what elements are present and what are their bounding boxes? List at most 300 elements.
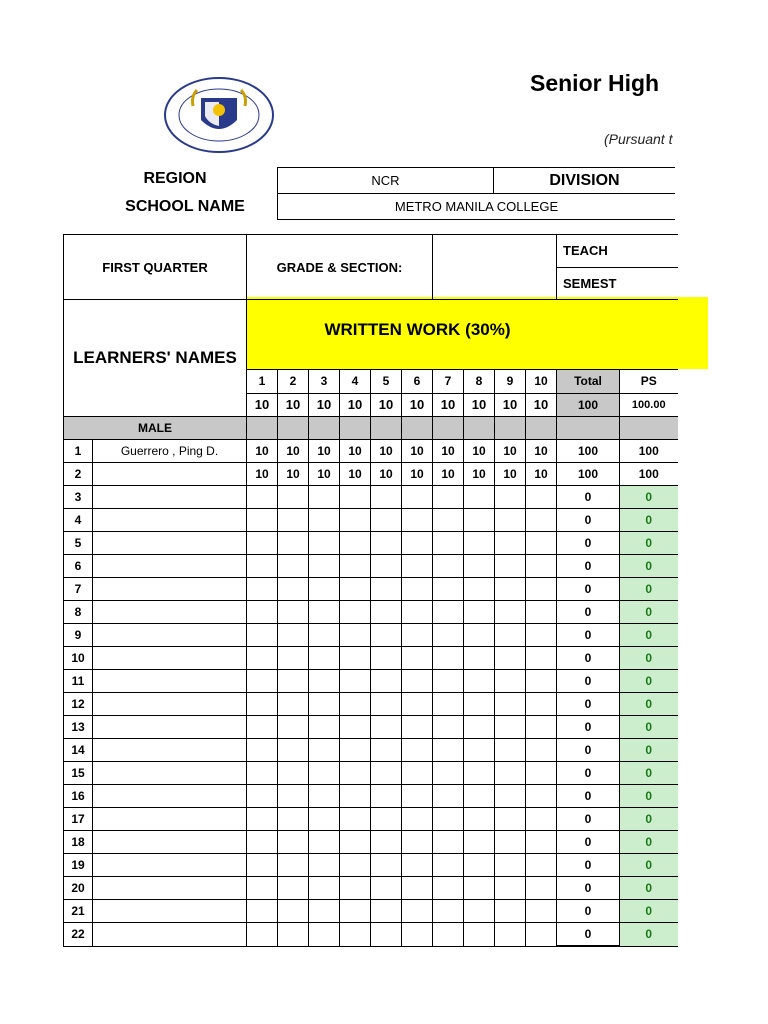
row-number: 2 (64, 463, 93, 486)
score-cell[interactable] (526, 670, 557, 693)
ps-cell: 0 (620, 762, 678, 785)
male-section-label: MALE (64, 417, 247, 440)
score-cell[interactable] (402, 831, 433, 854)
score-cell[interactable] (526, 877, 557, 900)
score-cell[interactable] (433, 716, 464, 739)
score-cell[interactable] (495, 900, 526, 923)
score-cell[interactable] (433, 923, 464, 947)
score-cell[interactable] (247, 601, 278, 624)
score-cell[interactable] (464, 923, 495, 947)
row-number: 20 (64, 877, 93, 900)
row-number: 8 (64, 601, 93, 624)
score-cell[interactable] (495, 877, 526, 900)
score-cell[interactable] (464, 670, 495, 693)
score-cell[interactable] (340, 578, 371, 601)
learner-name-cell[interactable] (93, 762, 247, 785)
score-cell[interactable] (495, 716, 526, 739)
ps-cell: 0 (620, 808, 678, 831)
score-cell[interactable] (371, 831, 402, 854)
score-cell[interactable] (526, 532, 557, 555)
score-cell[interactable] (371, 923, 402, 947)
score-cell[interactable] (340, 555, 371, 578)
learner-row (64, 670, 678, 693)
learner-row (64, 555, 678, 578)
score-cell[interactable] (340, 762, 371, 785)
score-cell[interactable] (278, 877, 309, 900)
score-cell[interactable] (402, 578, 433, 601)
score-cell[interactable]: 10 (464, 463, 495, 486)
score-cell[interactable] (402, 877, 433, 900)
score-cell[interactable] (464, 509, 495, 532)
row-number: 6 (64, 555, 93, 578)
score-cell[interactable] (371, 900, 402, 923)
score-cell[interactable] (433, 808, 464, 831)
score-cell[interactable]: 10 (309, 463, 340, 486)
score-cell[interactable] (371, 854, 402, 877)
score-cell[interactable] (402, 486, 433, 509)
score-cell[interactable] (278, 578, 309, 601)
score-cell[interactable] (464, 601, 495, 624)
score-cell[interactable] (495, 923, 526, 947)
score-cell[interactable] (340, 877, 371, 900)
score-cell[interactable] (402, 785, 433, 808)
male-header-cell (309, 417, 340, 440)
score-cell[interactable] (402, 509, 433, 532)
score-cell[interactable] (433, 831, 464, 854)
score-cell[interactable] (340, 716, 371, 739)
score-cell[interactable] (433, 785, 464, 808)
grade-section-value[interactable] (433, 235, 557, 300)
score-cell[interactable] (495, 670, 526, 693)
score-cell[interactable] (309, 854, 340, 877)
learner-name-cell[interactable] (93, 555, 247, 578)
total-cell: 0 (557, 808, 620, 831)
score-cell[interactable] (309, 486, 340, 509)
score-cell[interactable] (464, 693, 495, 716)
score-cell[interactable] (526, 762, 557, 785)
score-cell[interactable] (371, 532, 402, 555)
score-cell[interactable] (526, 578, 557, 601)
score-cell[interactable] (526, 624, 557, 647)
learner-name-cell[interactable] (93, 670, 247, 693)
score-cell[interactable] (309, 762, 340, 785)
learner-name-cell[interactable] (93, 624, 247, 647)
male-header-cell (278, 417, 309, 440)
written-work-header: WRITTEN WORK (30%) (247, 297, 708, 369)
score-cell[interactable] (247, 877, 278, 900)
ps-cell: 0 (620, 923, 678, 947)
highest-possible-score-cell: 10 (278, 393, 309, 416)
score-cell[interactable] (247, 532, 278, 555)
score-cell[interactable] (278, 762, 309, 785)
score-cell[interactable] (278, 785, 309, 808)
score-cell[interactable]: 10 (309, 440, 340, 463)
score-cell[interactable] (309, 693, 340, 716)
score-cell[interactable] (247, 578, 278, 601)
score-cell[interactable] (526, 509, 557, 532)
row-number: 1 (64, 440, 93, 463)
score-cell[interactable] (309, 601, 340, 624)
score-cell[interactable] (402, 762, 433, 785)
learner-name-cell[interactable] (93, 854, 247, 877)
score-cell[interactable] (526, 647, 557, 670)
score-cell[interactable] (402, 601, 433, 624)
score-cell[interactable] (402, 900, 433, 923)
learner-name-cell[interactable] (93, 739, 247, 762)
score-cell[interactable] (433, 854, 464, 877)
learner-name-cell[interactable] (93, 532, 247, 555)
score-cell[interactable] (433, 877, 464, 900)
score-cell[interactable] (278, 670, 309, 693)
score-cell[interactable] (340, 923, 371, 947)
score-cell[interactable] (433, 624, 464, 647)
score-cell[interactable] (433, 647, 464, 670)
class-record-table (63, 234, 678, 947)
score-cell[interactable]: 10 (526, 463, 557, 486)
highest-possible-score-cell: 10 (340, 393, 371, 416)
learner-name-cell[interactable] (93, 716, 247, 739)
score-cell[interactable] (526, 831, 557, 854)
score-cell[interactable] (340, 509, 371, 532)
learner-name-cell[interactable] (93, 900, 247, 923)
score-cell[interactable] (340, 854, 371, 877)
score-cell[interactable] (340, 739, 371, 762)
score-cell[interactable] (247, 762, 278, 785)
score-cell[interactable] (526, 923, 557, 947)
score-cell[interactable] (433, 739, 464, 762)
score-cell[interactable] (464, 578, 495, 601)
score-cell[interactable] (309, 555, 340, 578)
score-cell[interactable] (433, 509, 464, 532)
score-cell[interactable] (278, 854, 309, 877)
score-cell[interactable] (278, 532, 309, 555)
row-number: 11 (64, 670, 93, 693)
total-cell: 0 (557, 509, 620, 532)
score-cell[interactable] (402, 555, 433, 578)
score-cell[interactable] (464, 647, 495, 670)
score-cell[interactable] (495, 601, 526, 624)
highest-possible-score-cell: 10 (495, 393, 526, 416)
total-cell: 0 (557, 670, 620, 693)
score-cell[interactable] (495, 739, 526, 762)
total-cell: 0 (557, 693, 620, 716)
score-cell[interactable] (495, 831, 526, 854)
score-cell[interactable] (247, 739, 278, 762)
score-cell[interactable] (371, 670, 402, 693)
score-cell[interactable] (464, 808, 495, 831)
score-cell[interactable] (309, 831, 340, 854)
score-cell[interactable] (309, 877, 340, 900)
score-cell[interactable] (495, 854, 526, 877)
score-cell[interactable] (495, 532, 526, 555)
learner-name-cell[interactable] (93, 601, 247, 624)
score-cell[interactable] (247, 555, 278, 578)
score-cell[interactable] (526, 486, 557, 509)
score-cell[interactable] (495, 808, 526, 831)
ps-cell: 0 (620, 831, 678, 854)
total-column-header: Total (557, 370, 620, 393)
score-cell[interactable] (495, 785, 526, 808)
total-cell: 100 (557, 463, 620, 486)
score-cell[interactable]: 10 (464, 440, 495, 463)
score-cell[interactable] (464, 739, 495, 762)
score-cell[interactable] (309, 923, 340, 947)
learner-row (64, 486, 678, 509)
score-cell[interactable] (433, 555, 464, 578)
score-cell[interactable] (402, 739, 433, 762)
learner-name-cell[interactable]: Guerrero , Ping D. (93, 440, 247, 463)
total-cell: 0 (557, 601, 620, 624)
score-cell[interactable] (247, 900, 278, 923)
division-label: DIVISION (494, 168, 676, 194)
score-cell[interactable] (340, 601, 371, 624)
score-cell[interactable] (402, 693, 433, 716)
score-cell[interactable] (495, 486, 526, 509)
score-cell[interactable] (495, 647, 526, 670)
score-cell[interactable] (371, 624, 402, 647)
score-cell[interactable] (278, 739, 309, 762)
ww-column-header: 9 (495, 370, 526, 393)
learner-row (64, 762, 678, 785)
learner-name-cell[interactable] (93, 808, 247, 831)
score-cell[interactable] (309, 509, 340, 532)
score-cell[interactable] (402, 532, 433, 555)
score-cell[interactable] (464, 877, 495, 900)
score-cell[interactable] (371, 555, 402, 578)
score-cell[interactable] (371, 877, 402, 900)
ps-cell: 0 (620, 486, 678, 509)
score-cell[interactable] (433, 693, 464, 716)
score-cell[interactable] (464, 831, 495, 854)
score-cell[interactable] (278, 831, 309, 854)
score-cell[interactable] (433, 578, 464, 601)
score-cell[interactable] (247, 624, 278, 647)
score-cell[interactable] (278, 601, 309, 624)
score-cell[interactable] (495, 624, 526, 647)
score-cell[interactable] (340, 624, 371, 647)
ps-cell: 0 (620, 877, 678, 900)
score-cell[interactable] (433, 670, 464, 693)
score-cell[interactable] (278, 716, 309, 739)
score-cell[interactable] (247, 808, 278, 831)
school-name-label: SCHOOL NAME (125, 198, 245, 215)
learner-name-cell[interactable] (93, 831, 247, 854)
score-cell[interactable]: 10 (402, 463, 433, 486)
male-header-cell (247, 417, 278, 440)
score-cell[interactable] (464, 532, 495, 555)
score-cell[interactable] (340, 486, 371, 509)
score-cell[interactable] (526, 693, 557, 716)
score-cell[interactable] (309, 647, 340, 670)
score-cell[interactable] (464, 900, 495, 923)
score-cell[interactable] (526, 716, 557, 739)
score-cell[interactable] (371, 578, 402, 601)
score-cell[interactable] (402, 923, 433, 947)
learner-row (64, 877, 678, 900)
score-cell[interactable] (402, 647, 433, 670)
score-cell[interactable]: 10 (278, 463, 309, 486)
score-cell[interactable] (433, 601, 464, 624)
score-cell[interactable]: 10 (526, 440, 557, 463)
score-cell[interactable]: 10 (278, 440, 309, 463)
learner-name-cell[interactable] (93, 486, 247, 509)
score-cell[interactable]: 10 (340, 440, 371, 463)
learner-name-cell[interactable] (93, 785, 247, 808)
score-cell[interactable] (340, 808, 371, 831)
score-cell[interactable] (495, 578, 526, 601)
score-cell[interactable] (371, 808, 402, 831)
score-cell[interactable] (309, 578, 340, 601)
learner-name-cell[interactable] (93, 509, 247, 532)
male-header-cell (402, 417, 433, 440)
male-header-cell (620, 417, 678, 440)
score-cell[interactable] (464, 624, 495, 647)
score-cell[interactable] (526, 739, 557, 762)
score-cell[interactable] (278, 624, 309, 647)
score-cell[interactable] (247, 854, 278, 877)
score-cell[interactable] (402, 808, 433, 831)
score-cell[interactable]: 10 (402, 440, 433, 463)
score-cell[interactable] (464, 486, 495, 509)
score-cell[interactable] (309, 716, 340, 739)
score-cell[interactable] (464, 854, 495, 877)
learner-row (64, 831, 678, 854)
score-cell[interactable] (402, 624, 433, 647)
score-cell[interactable] (371, 486, 402, 509)
score-cell[interactable] (247, 647, 278, 670)
score-cell[interactable]: 10 (433, 440, 464, 463)
score-cell[interactable] (526, 601, 557, 624)
score-cell[interactable] (247, 693, 278, 716)
row-number: 7 (64, 578, 93, 601)
ww-column-header: 1 (247, 370, 278, 393)
score-cell[interactable] (247, 486, 278, 509)
score-cell[interactable] (464, 762, 495, 785)
total-cell: 0 (557, 532, 620, 555)
score-cell[interactable] (247, 716, 278, 739)
ps-cell: 0 (620, 647, 678, 670)
score-cell[interactable] (371, 785, 402, 808)
score-cell[interactable]: 10 (340, 463, 371, 486)
score-cell[interactable] (309, 785, 340, 808)
score-cell[interactable] (495, 555, 526, 578)
score-cell[interactable] (278, 900, 309, 923)
score-cell[interactable] (464, 716, 495, 739)
total-cell: 0 (557, 785, 620, 808)
score-cell[interactable] (247, 785, 278, 808)
learner-name-cell[interactable] (93, 647, 247, 670)
score-cell[interactable] (464, 785, 495, 808)
score-cell[interactable] (495, 762, 526, 785)
score-cell[interactable] (278, 647, 309, 670)
learner-name-cell[interactable] (93, 693, 247, 716)
score-cell[interactable] (526, 900, 557, 923)
row-number: 3 (64, 486, 93, 509)
score-cell[interactable] (371, 739, 402, 762)
score-cell[interactable]: 10 (495, 440, 526, 463)
score-cell[interactable] (309, 532, 340, 555)
learner-row (64, 808, 678, 831)
score-cell[interactable] (464, 555, 495, 578)
score-cell[interactable] (371, 647, 402, 670)
ps-cell: 0 (620, 693, 678, 716)
score-cell[interactable] (526, 808, 557, 831)
score-cell[interactable] (526, 555, 557, 578)
score-cell[interactable] (278, 693, 309, 716)
score-cell[interactable] (340, 785, 371, 808)
score-cell[interactable] (433, 762, 464, 785)
score-cell[interactable] (402, 854, 433, 877)
learner-name-cell[interactable] (93, 578, 247, 601)
highest-possible-score-cell: 10 (371, 393, 402, 416)
score-cell[interactable]: 10 (247, 440, 278, 463)
score-cell[interactable] (247, 831, 278, 854)
score-cell[interactable] (278, 555, 309, 578)
learner-name-cell[interactable] (93, 463, 247, 486)
total-cell: 0 (557, 555, 620, 578)
score-cell[interactable]: 10 (495, 463, 526, 486)
score-cell[interactable] (340, 831, 371, 854)
score-cell[interactable] (309, 808, 340, 831)
score-cell[interactable] (371, 509, 402, 532)
score-cell[interactable] (309, 624, 340, 647)
row-number: 18 (64, 831, 93, 854)
score-cell[interactable]: 10 (371, 440, 402, 463)
score-cell[interactable] (247, 923, 278, 947)
score-cell[interactable] (247, 670, 278, 693)
score-cell[interactable] (340, 670, 371, 693)
score-cell[interactable] (309, 900, 340, 923)
score-cell[interactable] (371, 716, 402, 739)
ww-column-header: 10 (526, 370, 557, 393)
score-cell[interactable] (526, 785, 557, 808)
score-cell[interactable] (371, 693, 402, 716)
total-cell: 0 (557, 578, 620, 601)
score-cell[interactable] (278, 486, 309, 509)
score-cell[interactable] (371, 762, 402, 785)
learner-row (64, 716, 678, 739)
score-cell[interactable] (278, 808, 309, 831)
score-cell[interactable]: 10 (433, 463, 464, 486)
score-cell[interactable] (371, 601, 402, 624)
score-cell[interactable]: 10 (247, 463, 278, 486)
learner-row (64, 900, 678, 923)
score-cell[interactable] (340, 693, 371, 716)
score-cell[interactable] (278, 923, 309, 947)
ps-cell: 0 (620, 785, 678, 808)
score-cell[interactable] (340, 532, 371, 555)
score-cell[interactable] (278, 509, 309, 532)
score-cell[interactable] (433, 486, 464, 509)
row-number: 15 (64, 762, 93, 785)
score-cell[interactable] (309, 670, 340, 693)
score-cell[interactable] (526, 854, 557, 877)
score-cell[interactable] (309, 739, 340, 762)
score-cell[interactable]: 10 (371, 463, 402, 486)
score-cell[interactable] (433, 532, 464, 555)
score-cell[interactable] (495, 509, 526, 532)
score-cell[interactable] (433, 900, 464, 923)
score-cell[interactable] (340, 900, 371, 923)
score-cell[interactable] (495, 693, 526, 716)
learner-name-cell[interactable] (93, 923, 247, 947)
score-cell[interactable] (402, 670, 433, 693)
deped-seal-logo (163, 76, 275, 154)
learner-name-cell[interactable] (93, 877, 247, 900)
score-cell[interactable] (340, 647, 371, 670)
score-cell[interactable] (402, 716, 433, 739)
score-cell[interactable] (247, 509, 278, 532)
